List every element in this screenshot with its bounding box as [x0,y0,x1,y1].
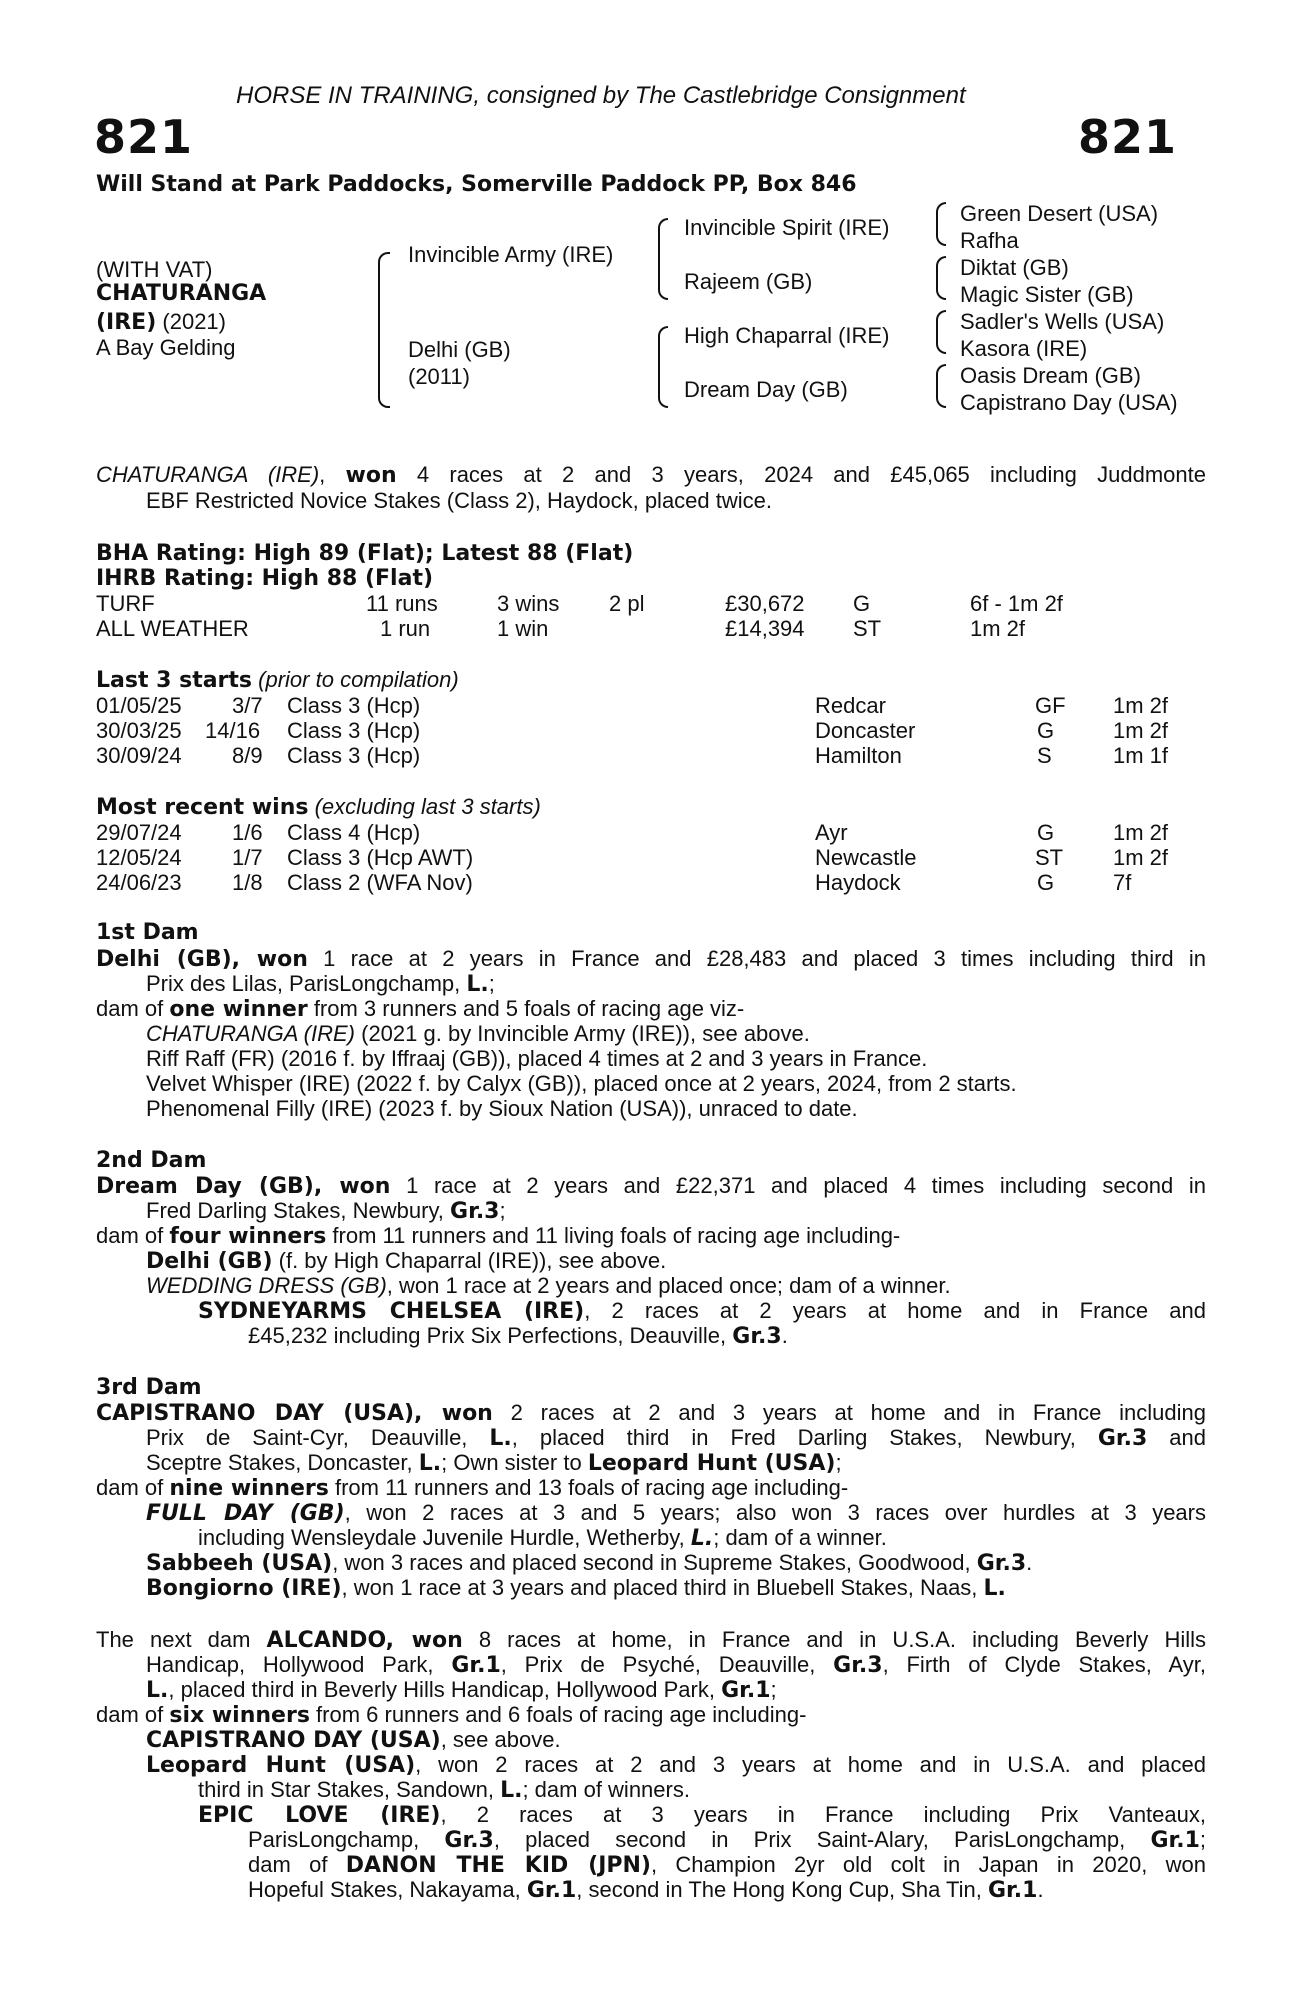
pedigree-sdd: Magic Sister (GB) [960,282,1134,307]
nextdam-produce-3c [248,1852,1206,1879]
text-fragment: from 6 runners and 6 foals of racing age including- [309,1702,807,1727]
text-fragment: , Firth of Clyde Stakes, Ayr, [882,1652,1206,1677]
text-fragment: ; [488,971,495,996]
rating-row-prize: £14,394 [725,616,805,641]
text-fragment: 2 races at 2 and 3 years at home and in France including [492,1400,1206,1425]
text-fragment: L. [466,972,489,997]
summary-line-2: EBF Restricted Novice Stakes (Class 2), Haydock, placed twice. [146,488,773,513]
pedigree-ssd: Rafha [960,228,1019,253]
text-fragment: 1 race at 2 years and £22,371 and placed 4 times including second in [390,1173,1206,1198]
text-fragment: , 2 races at 2 years at home and in France and [584,1298,1206,1323]
dam2-line-2 [146,1198,1256,1225]
text-fragment: third in Star Stakes, Sandown, [198,1777,501,1802]
rating-row: ALL WEATHER [96,616,249,641]
recent-going: G [1037,820,1055,845]
text-fragment: , Prix de Psyché, Deauville, [500,1652,834,1677]
text-fragment: from 11 runners and 11 living foals of racing age including- [326,1223,901,1248]
text-fragment: , won 2 races at 2 and 3 years at home and in U.S.A. and placed [415,1752,1206,1777]
dam3-line-1 [96,1400,1206,1427]
dam1-line-1 [96,946,1206,973]
last3-race: Class 3 (Hcp) [287,743,421,768]
dam2-produce-2 [146,1273,1256,1299]
text-fragment: CAPISTRANO DAY (USA), won [96,1401,493,1426]
text-fragment: L. [983,1576,1006,1601]
summary-horse-name: CHATURANGA (IRE) [96,462,320,487]
recent-heading [96,794,1206,821]
horse-year: (2021) [162,309,226,334]
rating-row-placed: 2 pl [609,591,645,616]
text-fragment: SYDNEYARMS CHELSEA (IRE) [198,1299,585,1324]
rating-row-prize: £30,672 [725,591,805,616]
text-fragment: Gr.1 [988,1878,1038,1903]
pedigree-sire-dam: Rajeem (GB) [684,269,813,294]
stabling-line: Will Stand at Park Paddocks, Somerville Paddock PP, Box 846 [96,172,857,197]
last3-going: G [1037,718,1055,743]
text-fragment: , placed second in Prix Saint-Alary, ParisLongchamp, [493,1827,1151,1852]
dam3-line-4 [96,1475,1206,1502]
dam1-line-2 [146,971,1256,998]
horse-country: (IRE) [96,310,157,335]
text-fragment: six winners [169,1703,310,1728]
rating-row-wins: 1 win [497,616,549,641]
dam1-produce-3: Velvet Whisper (IRE) (2022 f. by Calyx (GB)), placed once at 2 years, 2024, from 2 starts. [146,1071,1017,1096]
last3-title: Last 3 starts [96,668,253,693]
horse-name: CHATURANGA [96,281,267,306]
last3-race: Class 3 (Hcp) [287,718,421,743]
ihrb-rating: IHRB Rating: High 88 (Flat) [96,566,434,591]
recent-course: Ayr [815,820,848,845]
dam3-line-3 [146,1450,1256,1477]
pedigree-dss: Sadler's Wells (USA) [960,309,1165,334]
text-fragment: ; [1199,1827,1206,1852]
text-fragment: L. [690,1526,714,1551]
dam2-produce-3 [198,1298,1206,1325]
text-fragment: dam of [96,996,170,1021]
dam3-produce-1 [146,1500,1206,1527]
bha-rating: BHA Rating: High 89 (Flat); Latest 88 (Flat) [96,541,634,566]
last3-dist: 1m 2f [1113,693,1169,718]
dam2-heading: 2nd Dam [96,1148,207,1173]
recent-race: Class 4 (Hcp) [287,820,421,845]
dam1-line-3 [96,996,1206,1023]
text-fragment: Fred Darling Stakes, Newbury, [146,1198,451,1223]
text-fragment: Hopeful Stakes, Nakayama, [248,1877,527,1902]
text-fragment: ALCANDO, won [266,1628,463,1653]
last3-pos: 3/7 [232,693,263,718]
text-fragment: and [1147,1425,1206,1450]
pedigree-dam-year: (2011) [408,364,470,389]
last3-course: Doncaster [815,718,916,743]
text-fragment: Leopard Hunt (USA) [587,1451,836,1476]
pedigree-sire: Invincible Army (IRE) [408,242,614,267]
text-fragment: FULL DAY (GB) [146,1501,345,1526]
text-fragment: ; [499,1198,506,1223]
rating-row-runs: 11 runs [366,591,438,616]
text-fragment: four winners [169,1224,327,1249]
recent-pos: 1/7 [232,845,263,870]
last3-pos: 14/16 [205,718,261,743]
last3-course: Redcar [815,693,886,718]
dam1-produce-4: Phenomenal Filly (IRE) (2023 f. by Sioux Nation (USA)), unraced to date. [146,1096,858,1121]
nextdam-produce-2b [198,1777,1308,1804]
text-fragment: from 3 runners and 5 foals of racing age viz- [307,996,745,1021]
summary-text-1: 4 races at 2 and 3 years, 2024 and £45,065 including Juddmonte [396,462,1206,487]
text-fragment: . [1037,1877,1044,1902]
nextdam-line-3 [146,1677,1256,1704]
lot-number-right: 821 [1078,110,1178,164]
text-fragment: L. [418,1451,442,1476]
text-fragment: , placed third in Fred Darling Stakes, Newbury, [511,1425,1098,1450]
pedigree-dam-sire: High Chaparral (IRE) [684,323,890,348]
text-fragment: £45,232 including Prix Six Perfections, Deauville, [248,1323,733,1348]
nextdam-produce-2 [146,1752,1206,1779]
last3-date: 30/09/24 [96,743,182,768]
text-fragment: ParisLongchamp, [248,1827,445,1852]
rating-row-going: ST [853,616,882,641]
text-fragment: Gr.3 [732,1324,782,1349]
last3-going: GF [1035,693,1066,718]
text-fragment: Delhi (GB) [146,1249,273,1274]
last3-dist: 1m 2f [1113,718,1169,743]
nextdam-produce-3 [198,1802,1206,1829]
consignor-line: HORSE IN TRAINING, consigned by The Castlebridge Consignment [236,82,966,109]
text-fragment: , won 2 races at 3 and 5 years; also won 3 races over hurdles at 3 years [344,1500,1206,1525]
text-fragment: Gr.3 [444,1828,494,1853]
brace-dam [658,326,668,408]
text-fragment: Leopard Hunt (USA) [146,1753,416,1778]
dam2-line-1 [96,1173,1206,1200]
text-fragment: , 2 races at 3 years in France including Prix Vanteaux, [440,1802,1206,1827]
dam3-produce-1b [198,1525,1308,1552]
brace-sd [936,256,946,300]
text-fragment: Sceptre Stakes, Doncaster, [146,1450,419,1475]
rating-row: TURF [96,591,155,616]
recent-date: 12/05/24 [96,845,182,870]
brace-ss [936,202,946,246]
pedigree-sds: Diktat (GB) [960,255,1069,280]
recent-title: Most recent wins [96,795,309,820]
text-fragment: ; Own sister to [441,1450,588,1475]
dam2-produce-1 [146,1248,1256,1275]
pedigree-sire-sire: Invincible Spirit (IRE) [684,215,890,240]
recent-going: G [1037,870,1055,895]
recent-course: Haydock [815,870,901,895]
text-fragment: , second in The Hong Kong Cup, Sha Tin, [576,1877,988,1902]
recent-note: (excluding last 3 starts) [314,794,541,819]
summary-line-1: CHATURANGA (IRE), won 4 races at 2 and 3 years, 2024 and £45,065 including Juddmonte [96,462,1206,488]
rating-row-dist: 1m 2f [970,616,1026,641]
text-fragment: ; [835,1450,842,1475]
pedigree-dam-dam: Dream Day (GB) [684,377,848,402]
dam3-produce-3 [146,1575,1256,1602]
recent-dist: 1m 2f [1113,820,1169,845]
text-fragment: ; dam of a winner. [713,1525,887,1550]
text-fragment: Handicap, Hollywood Park, [146,1652,452,1677]
recent-race: Class 2 (WFA Nov) [287,870,473,895]
text-fragment: including Wensleydale Juvenile Hurdle, Wetherby, [198,1525,691,1550]
text-fragment: (2021 g. by Invincible Army (IRE)), see above. [355,1021,810,1046]
horse-origin [96,309,226,335]
text-fragment: , won 1 race at 3 years and placed third in Bluebell Stakes, Naas, [341,1575,984,1600]
text-fragment: CHATURANGA (IRE) [146,1021,355,1046]
last3-going: S [1037,743,1052,768]
text-fragment: L. [146,1678,169,1703]
last3-dist: 1m 1f [1113,743,1169,768]
rating-row-runs: 1 run [380,616,431,641]
text-fragment: nine winners [169,1476,329,1501]
dam1-heading: 1st Dam [96,920,199,945]
recent-pos: 1/8 [232,870,263,895]
last3-pos: 8/9 [232,743,263,768]
pedigree-dds: Oasis Dream (GB) [960,363,1141,388]
dam3-line-2 [146,1425,1206,1452]
text-fragment: Prix des Lilas, ParisLongchamp, [146,971,467,996]
nextdam-line-1 [96,1627,1206,1654]
brace-dd [936,364,946,408]
recent-going: ST [1035,845,1064,870]
text-fragment: The next dam [96,1627,267,1652]
text-fragment: dam of [96,1702,170,1727]
last3-note: (prior to compilation) [258,667,459,692]
nextdam-line-2 [146,1652,1206,1679]
text-fragment: EPIC LOVE (IRE) [198,1803,441,1828]
dam3-heading: 3rd Dam [96,1375,202,1400]
text-fragment: one winner [169,997,308,1022]
text-fragment: , placed third in Beverly Hills Handicap, Hollywood Park, [168,1677,722,1702]
text-fragment: DANON THE KID (JPN) [345,1853,651,1878]
text-fragment: Gr.1 [1150,1828,1200,1853]
nextdam-produce-3b [248,1827,1206,1854]
last3-date: 01/05/25 [96,693,182,718]
text-fragment: 8 races at home, in France and in U.S.A. including Beverly Hills [462,1627,1206,1652]
text-fragment: Gr.1 [451,1653,501,1678]
pedigree-dsd: Kasora (IRE) [960,336,1088,361]
text-fragment: Gr.3 [833,1653,883,1678]
text-fragment: L. [489,1426,512,1451]
text-fragment: . [781,1323,788,1348]
rating-row-dist: 6f - 1m 2f [970,591,1063,616]
text-fragment: . [1026,1550,1033,1575]
text-fragment: (f. by High Chaparral (IRE)), see above. [272,1248,667,1273]
text-fragment: , won 3 races and placed second in Supreme Stakes, Goodwood, [332,1550,977,1575]
text-fragment: Dream Day (GB), won [96,1174,391,1199]
text-fragment: Gr.3 [976,1551,1027,1576]
text-fragment: from 11 runners and 13 foals of racing age including- [328,1475,849,1500]
rating-row-going: G [853,591,871,616]
dam1-produce-2: Riff Raff (FR) (2016 f. by Iffraaj (GB)), placed 4 times at 2 and 3 years in France. [146,1046,928,1071]
last3-heading [96,667,1206,694]
text-fragment: Prix de Saint-Cyr, Deauville, [146,1425,490,1450]
dam1-text-1: 1 race at 2 years in France and £28,483 and placed 3 times including third in [307,946,1207,971]
text-fragment: Gr.3 [1097,1426,1148,1451]
text-fragment: Sabbeeh (USA) [146,1551,333,1576]
text-fragment: ; [770,1677,777,1702]
text-fragment: , see above. [440,1727,561,1752]
text-fragment: Gr.1 [721,1678,771,1703]
dam1-name: Delhi (GB), won [96,947,308,972]
lot-number-left: 821 [94,110,194,164]
dam2-produce-3b [248,1323,1315,1350]
dam3-produce-2 [146,1550,1256,1577]
recent-date: 29/07/24 [96,820,182,845]
text-fragment: , won 1 race at 2 years and placed once; dam of a winner. [386,1273,951,1298]
text-fragment: L. [500,1778,523,1803]
last3-course: Hamilton [815,743,902,768]
text-fragment: Bongiorno (IRE) [146,1576,342,1601]
brace-sire [658,218,668,300]
pedigree-sss: Green Desert (USA) [960,201,1159,226]
pedigree-dam: Delhi (GB) [408,337,511,362]
text-fragment: , Champion 2yr old colt in Japan in 2020, won [650,1852,1206,1877]
text-fragment: CAPISTRANO DAY (USA) [146,1728,441,1753]
text-fragment: dam of [96,1475,170,1500]
recent-dist: 1m 2f [1113,845,1169,870]
text-fragment: dam of [96,1223,170,1248]
last3-date: 30/03/25 [96,718,182,743]
pedigree-ddd: Capistrano Day (USA) [960,390,1178,415]
recent-date: 24/06/23 [96,870,182,895]
dam1-produce-1 [146,1021,1256,1047]
dam2-line-3 [96,1223,1206,1250]
rating-row-wins: 3 wins [497,591,560,616]
brace-ds [936,310,946,354]
text-fragment: ; dam of winners. [522,1777,690,1802]
recent-pos: 1/6 [232,820,263,845]
recent-course: Newcastle [815,845,917,870]
text-fragment: Gr.3 [450,1199,500,1224]
last3-race: Class 3 (Hcp) [287,693,421,718]
recent-dist: 7f [1113,870,1132,895]
nextdam-produce-3d [248,1877,1315,1904]
text-fragment: WEDDING DRESS (GB) [146,1273,387,1298]
nextdam-line-4 [96,1702,1206,1729]
horse-description: A Bay Gelding [96,335,236,360]
brace-main [378,252,390,408]
text-fragment: dam of [248,1852,346,1877]
nextdam-produce-1 [146,1727,1256,1754]
recent-race: Class 3 (Hcp AWT) [287,845,474,870]
summary-won: won [345,463,397,488]
text-fragment: Gr.1 [526,1878,577,1903]
vat-note: (WITH VAT) [96,257,213,282]
